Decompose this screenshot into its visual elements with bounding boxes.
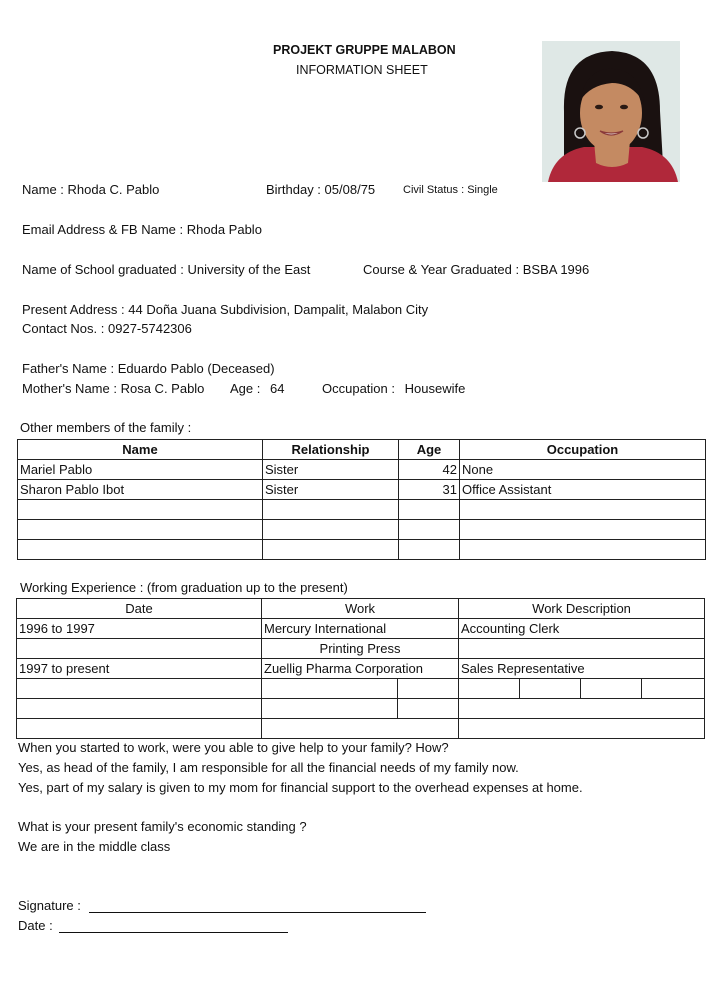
mother-occupation-value: Housewife bbox=[404, 381, 466, 396]
cell-work-description bbox=[581, 679, 642, 699]
cell-relationship bbox=[263, 520, 399, 540]
cell-work-description bbox=[459, 699, 705, 719]
cell-occupation: Office Assistant bbox=[460, 480, 706, 500]
email-value: Rhoda Pablo bbox=[186, 222, 262, 237]
cell-work bbox=[262, 679, 398, 699]
mother-occupation-label: Occupation : bbox=[322, 381, 395, 396]
cell-name bbox=[18, 520, 263, 540]
table-row bbox=[18, 480, 706, 500]
table-row bbox=[18, 540, 706, 560]
course-row bbox=[363, 262, 589, 277]
birthday-label: Birthday : bbox=[266, 182, 321, 197]
table-row bbox=[17, 719, 705, 739]
cell-age: 42 bbox=[399, 460, 460, 480]
civil-status-value: Single bbox=[467, 184, 498, 196]
cell-age bbox=[399, 540, 460, 560]
org-title: PROJEKT GRUPPE MALABON bbox=[273, 43, 456, 57]
cell-work-extra bbox=[398, 679, 459, 699]
school-row bbox=[22, 262, 310, 277]
cell-relationship: Sister bbox=[263, 480, 399, 500]
mother-age-row bbox=[230, 381, 284, 396]
signature-label: Signature : bbox=[18, 898, 81, 913]
address-value: 44 Doña Juana Subdivision, Dampalit, Malabon City bbox=[128, 302, 429, 317]
table-row bbox=[18, 460, 706, 480]
work-header-row bbox=[17, 599, 705, 619]
cell-work-description bbox=[642, 679, 705, 699]
course-label: Course & Year Graduated : bbox=[363, 262, 520, 277]
cell-name bbox=[18, 540, 263, 560]
cell-work: Zuellig Pharma Corporation bbox=[262, 659, 459, 679]
birthday-row bbox=[266, 182, 375, 197]
cell-name: Sharon Pablo Ibot bbox=[18, 480, 263, 500]
mother-age-value: 64 bbox=[269, 381, 285, 396]
address-row bbox=[22, 302, 428, 317]
mother-age-label: Age : bbox=[230, 381, 261, 396]
cell-date bbox=[17, 639, 262, 659]
col-header-work-description: Work Description bbox=[459, 599, 705, 619]
cell-relationship bbox=[263, 540, 399, 560]
family-table bbox=[17, 439, 706, 560]
contact-label: Contact Nos. : bbox=[22, 321, 105, 336]
contact-value: 0927-5742306 bbox=[108, 321, 192, 336]
sheet-subtitle: INFORMATION SHEET bbox=[296, 63, 428, 77]
date-label: Date : bbox=[18, 918, 53, 933]
mother-label: Mother's Name : bbox=[22, 381, 117, 396]
school-value: University of the East bbox=[187, 262, 311, 277]
civil-status-row bbox=[403, 184, 498, 196]
father-row bbox=[22, 361, 275, 376]
cell-name: Mariel Pablo bbox=[18, 460, 263, 480]
answer-economic-standing: We are in the middle class bbox=[18, 839, 171, 854]
cell-work-description: Accounting Clerk bbox=[459, 619, 705, 639]
mother-occupation-row bbox=[322, 381, 465, 396]
cell-date: 1996 to 1997 bbox=[17, 619, 262, 639]
cell-work: Printing Press bbox=[262, 639, 459, 659]
cell-age bbox=[399, 520, 460, 540]
cell-relationship bbox=[263, 500, 399, 520]
father-label: Father's Name : bbox=[22, 361, 115, 376]
cell-occupation bbox=[460, 520, 706, 540]
address-label: Present Address : bbox=[22, 302, 125, 317]
table-row bbox=[18, 500, 706, 520]
name-label: Name : bbox=[22, 182, 64, 197]
cell-work-description bbox=[459, 719, 705, 739]
mother-value: Rosa C. Pablo bbox=[120, 381, 205, 396]
civil-status-label: Civil Status : bbox=[403, 184, 465, 196]
answer-help-family-1: Yes, as head of the family, I am responsible for all the financial needs of my family now. bbox=[18, 760, 519, 775]
cell-date bbox=[17, 679, 262, 699]
cell-work bbox=[262, 719, 459, 739]
name-value: Rhoda C. Pablo bbox=[67, 182, 160, 197]
answer-help-family-2: Yes, part of my salary is given to my mom for financial support to the overhead expenses at home. bbox=[18, 780, 583, 795]
col-header-occupation: Occupation bbox=[460, 440, 706, 460]
cell-age bbox=[399, 500, 460, 520]
work-caption: Working Experience : (from graduation up to the present) bbox=[20, 580, 348, 595]
table-row bbox=[18, 520, 706, 540]
family-caption: Other members of the family : bbox=[20, 420, 192, 435]
mother-row bbox=[22, 381, 204, 396]
cell-occupation: None bbox=[460, 460, 706, 480]
cell-work-description bbox=[459, 679, 520, 699]
cell-relationship: Sister bbox=[263, 460, 399, 480]
signature-line bbox=[89, 912, 426, 913]
birthday-value: 05/08/75 bbox=[324, 182, 376, 197]
cell-work bbox=[262, 699, 398, 719]
cell-occupation bbox=[460, 540, 706, 560]
cell-work-description bbox=[520, 679, 581, 699]
cell-age: 31 bbox=[399, 480, 460, 500]
date-line bbox=[59, 932, 288, 933]
table-row bbox=[17, 619, 705, 639]
col-header-date: Date bbox=[17, 599, 262, 619]
contact-row bbox=[22, 321, 192, 336]
portrait-image bbox=[542, 41, 680, 182]
cell-name bbox=[18, 500, 263, 520]
cell-work: Mercury International bbox=[262, 619, 459, 639]
question-economic-standing: What is your present family's economic standing ? bbox=[18, 819, 307, 834]
email-label: Email Address & FB Name : bbox=[22, 222, 184, 237]
father-value: Eduardo Pablo (Deceased) bbox=[117, 361, 275, 376]
table-row bbox=[17, 699, 705, 719]
cell-work-extra bbox=[398, 699, 459, 719]
applicant-photo bbox=[542, 41, 680, 182]
name-row bbox=[22, 182, 159, 197]
col-header-relationship: Relationship bbox=[263, 440, 399, 460]
table-row bbox=[17, 639, 705, 659]
cell-date bbox=[17, 719, 262, 739]
work-table bbox=[16, 598, 705, 739]
col-header-work: Work bbox=[262, 599, 459, 619]
email-row bbox=[22, 222, 262, 237]
table-row bbox=[17, 679, 705, 699]
school-label: Name of School graduated : bbox=[22, 262, 184, 277]
cell-work-description bbox=[459, 639, 705, 659]
cell-date: 1997 to present bbox=[17, 659, 262, 679]
cell-work-description: Sales Representative bbox=[459, 659, 705, 679]
cell-occupation bbox=[460, 500, 706, 520]
cell-date bbox=[17, 699, 262, 719]
question-help-family: When you started to work, were you able to give help to your family? How? bbox=[18, 740, 449, 755]
course-value: BSBA 1996 bbox=[522, 262, 590, 277]
table-row bbox=[17, 659, 705, 679]
family-header-row bbox=[18, 440, 706, 460]
col-header-name: Name bbox=[18, 440, 263, 460]
col-header-age: Age bbox=[399, 440, 460, 460]
